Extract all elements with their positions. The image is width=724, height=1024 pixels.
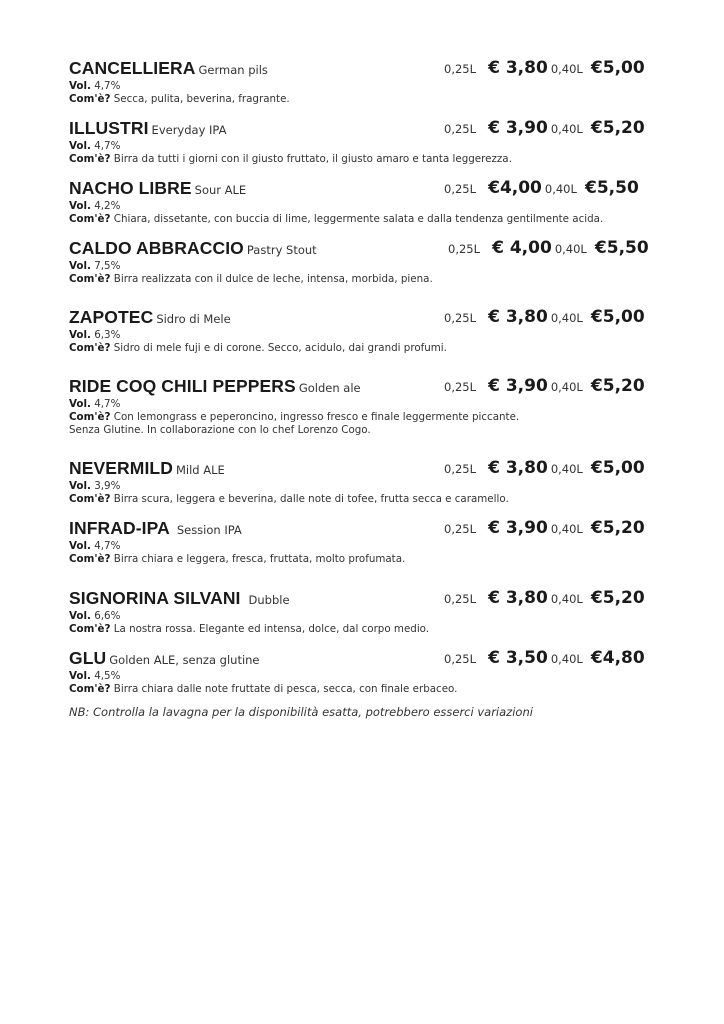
beer-description: Com'è? Birra chiara dalle note fruttate di pesca, secca, con finale erbaceo. xyxy=(69,683,458,695)
beer-style: Pastry Stout xyxy=(246,243,317,257)
size-large: 0,40L xyxy=(550,462,583,476)
beer-description: Com'è? Sidro di mele fuji e di corone. Secco, acidulo, dai grandi profumi. xyxy=(69,342,447,354)
price-large: €4,80 xyxy=(590,648,645,668)
beer-name: CANCELLIERA xyxy=(69,58,196,78)
beer-vol: Vol. 4,7% xyxy=(69,80,121,92)
beer-name: NEVERMILD xyxy=(69,458,173,478)
beer-item-signorina-silvani xyxy=(69,588,659,636)
beer-description: Com'è? Birra scura, leggera e beverina, dalle note di tofee, frutta secca e caramello. xyxy=(69,493,509,505)
price-large: €5,00 xyxy=(590,307,645,327)
beer-vol: Vol. 6,3% xyxy=(69,329,121,341)
price-small: € 3,80 xyxy=(488,58,548,78)
beer-style: Sidro di Mele xyxy=(156,312,231,326)
beer-prices xyxy=(444,58,645,79)
beer-name: GLU xyxy=(69,648,107,668)
size-large: 0,40L xyxy=(550,122,583,136)
price-large: €5,20 xyxy=(590,518,645,538)
beer-vol: Vol. 3,9% xyxy=(69,480,121,492)
beer-vol: Vol. 4,7% xyxy=(69,540,121,552)
beer-prices xyxy=(444,518,645,539)
beer-vol: Vol. 4,5% xyxy=(69,670,121,682)
beer-name: CALDO ABBRACCIO xyxy=(69,238,244,258)
beer-item-infrad-ipa xyxy=(69,518,659,566)
beer-item-caldo-abbraccio xyxy=(69,238,659,286)
price-small: € 4,00 xyxy=(492,238,552,258)
beer-description: Com'è? Birra da tutti i giorni con il giusto fruttato, il giusto amaro e tanta leggerezza. xyxy=(69,153,512,165)
beer-description: Com'è? Birra realizzata con il dulce de leche, intensa, morbida, piena. xyxy=(69,273,433,285)
beer-style: Everyday IPA xyxy=(151,123,227,137)
beer-style: Sour ALE xyxy=(194,183,247,197)
beer-item-ride-coq-chili-peppers xyxy=(69,376,659,437)
size-small: 0,25L xyxy=(444,311,477,325)
size-large: 0,40L xyxy=(550,592,583,606)
size-small: 0,25L xyxy=(444,380,477,394)
beer-name: INFRAD-IPA xyxy=(69,518,170,538)
size-small: 0,25L xyxy=(444,462,477,476)
price-large: €5,20 xyxy=(590,588,645,608)
beer-vol: Vol. 4,7% xyxy=(69,140,121,152)
beer-description: Com'è? Secca, pulita, beverina, fragrante. xyxy=(69,93,290,105)
size-small: 0,25L xyxy=(448,242,481,256)
beer-vol: Vol. 6,6% xyxy=(69,610,121,622)
size-small: 0,25L xyxy=(444,522,477,536)
beer-vol: Vol. 7,5% xyxy=(69,260,121,272)
beer-name: NACHO LIBRE xyxy=(69,178,192,198)
size-large: 0,40L xyxy=(550,652,583,666)
size-large: 0,40L xyxy=(550,62,583,76)
beer-item-glu xyxy=(69,648,659,696)
size-small: 0,25L xyxy=(444,652,477,666)
price-small: € 3,90 xyxy=(488,518,548,538)
price-large: €5,00 xyxy=(590,458,645,478)
beer-item-zapotec xyxy=(69,307,659,355)
price-small: € 3,80 xyxy=(488,307,548,327)
beer-name: SIGNORINA SILVANI xyxy=(69,588,241,608)
size-large: 0,40L xyxy=(554,242,587,256)
beer-name: ZAPOTEC xyxy=(69,307,154,327)
size-large: 0,40L xyxy=(550,380,583,394)
beer-item-nevermild xyxy=(69,458,659,506)
beer-prices xyxy=(444,118,645,139)
price-small: €4,00 xyxy=(488,178,542,198)
beer-prices xyxy=(444,376,645,397)
price-large: €5,20 xyxy=(590,118,645,138)
beer-name: RIDE COQ CHILI PEPPERS xyxy=(69,376,296,396)
beer-item-nacho-libre xyxy=(69,178,659,226)
beer-vol: Vol. 4,2% xyxy=(69,200,121,212)
beer-name: ILLUSTRI xyxy=(69,118,149,138)
beer-style: Dubble xyxy=(248,593,290,607)
beer-prices xyxy=(444,588,645,609)
size-small: 0,25L xyxy=(444,62,477,76)
beer-vol: Vol. 4,7% xyxy=(69,398,121,410)
beer-prices xyxy=(444,178,639,199)
price-large: €5,00 xyxy=(590,58,645,78)
beer-description: Com'è? Birra chiara e leggera, fresca, fruttata, molto profumata. xyxy=(69,553,406,565)
beer-prices xyxy=(444,648,645,669)
price-small: € 3,80 xyxy=(488,588,548,608)
beer-description: Com'è? La nostra rossa. Elegante ed intensa, dolce, dal corpo medio. xyxy=(69,623,430,635)
price-small: € 3,50 xyxy=(488,648,548,668)
price-small: € 3,90 xyxy=(488,118,548,138)
beer-style: German pils xyxy=(198,63,268,77)
beer-style: Session IPA xyxy=(176,523,242,537)
beer-description: Com'è? Con lemongrass e peperoncino, ingresso fresco e finale leggermente piccante. xyxy=(69,411,520,423)
price-small: € 3,80 xyxy=(488,458,548,478)
beer-description: Com'è? Chiara, dissetante, con buccia di lime, leggermente salata e dalla tendenza gentilmente acida. xyxy=(69,213,604,225)
beer-style: Mild ALE xyxy=(175,463,225,477)
size-large: 0,40L xyxy=(550,522,583,536)
size-small: 0,25L xyxy=(444,592,477,606)
price-small: € 3,90 xyxy=(488,376,548,396)
beer-style: Golden ale xyxy=(298,381,361,395)
beer-prices xyxy=(448,238,649,259)
beer-style: Golden ALE, senza glutine xyxy=(109,653,260,667)
beer-extra-note: Senza Glutine. In collaborazione con lo chef Lorenzo Cogo. xyxy=(69,424,371,436)
price-large: €5,50 xyxy=(594,238,649,258)
beer-item-illustri xyxy=(69,118,659,166)
beer-prices xyxy=(444,307,645,328)
size-small: 0,25L xyxy=(444,122,477,136)
price-large: €5,50 xyxy=(585,178,639,198)
size-large: 0,40L xyxy=(550,311,583,325)
price-large: €5,20 xyxy=(590,376,645,396)
beer-item-cancelliera xyxy=(69,58,659,106)
size-small: 0,25L xyxy=(444,182,477,196)
size-large: 0,40L xyxy=(544,182,577,196)
beer-prices xyxy=(444,458,645,479)
availability-note: NB: Controlla la lavagna per la disponibilità esatta, potrebbero esserci variazioni xyxy=(69,705,533,719)
